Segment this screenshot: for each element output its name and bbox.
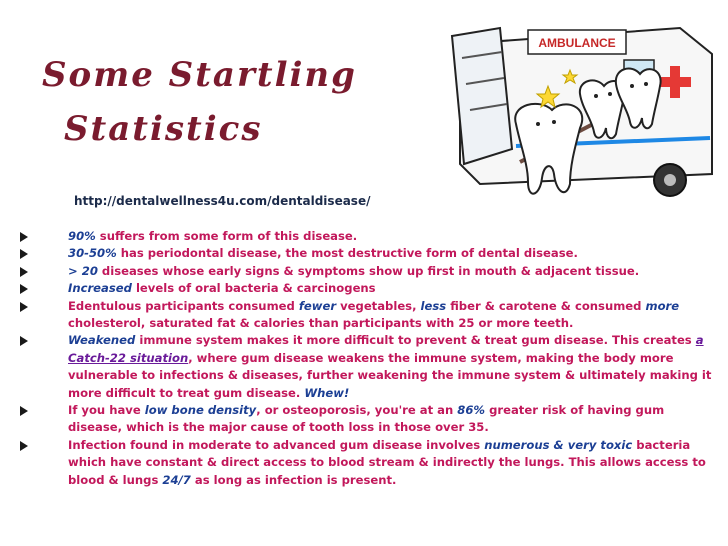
bullet-text-segment: 86% (457, 403, 486, 418)
bullet-text-segment: Infection found in moderate to advanced gum disease involves (68, 437, 485, 452)
list-item (20, 437, 716, 489)
bullet-text-segment: > 20 (68, 263, 102, 278)
arrow-bullet-icon (20, 267, 28, 277)
catch-22-link[interactable]: a Catch-22 situation (68, 333, 704, 365)
bullet-text-segment: numerous & very toxic (484, 437, 633, 452)
list-item (20, 228, 716, 245)
bullet-text-segment: Edentulous participants consumed (68, 298, 299, 313)
ambulance-sign: AMBULANCE (538, 36, 616, 50)
arrow-bullet-icon (20, 249, 28, 259)
bullet-text-segment: more (645, 298, 680, 313)
bullet-text-segment: , where gum disease weakens the immune system, making the body more vulnerable to infections & diseases, further weakening the immune system & ultimately making it more difficult to treat gum disease. (68, 350, 712, 400)
bullet-text-segment: , or osteoporosis, you're at an (256, 403, 458, 418)
title-line-2: Statistics (64, 109, 263, 149)
bullet-text-segment: greater risk of having gum disease, which is the major cause of tooth loss in those over 35. (68, 403, 665, 435)
bullet-text-segment: fewer (298, 298, 337, 313)
bullet-text-segment: immune system makes it more difficult to prevent & treat gum disease. This creates (135, 333, 696, 348)
list-item (20, 332, 716, 402)
bullet-text-segment: fiber & carotene & consumed (446, 298, 646, 313)
bullet-text-segment: 30-50% (68, 246, 117, 261)
bullet-text-segment: has periodontal disease, the most destructive form of dental disease. (116, 246, 578, 261)
bullet-text-segment: low bone density (144, 403, 257, 418)
source-url: http://dentalwellness4u.com/dentaldisease/ (74, 194, 371, 208)
bullet-text-segment: Increased (68, 281, 132, 296)
list-item (20, 402, 716, 437)
ambulance-cartoon-illustration (420, 14, 718, 214)
bullet-text-segment: suffers from some form of this disease. (99, 229, 358, 243)
list-item (20, 245, 716, 262)
bullet-text-segment: as long as infection is present. (190, 472, 397, 487)
bullet-text-segment: less (420, 298, 447, 313)
bullet-text-segment: Weakened (68, 333, 136, 348)
list-item (20, 263, 716, 280)
bullet-text-segment: bacteria which have constant & direct access to blood stream & indirectly the lungs. This allows access to blood & lungs (68, 437, 706, 487)
list-item (20, 298, 716, 333)
bullet-text-segment: vegetables, (336, 298, 421, 313)
statistics-bullet-list (20, 228, 716, 489)
arrow-bullet-icon (20, 406, 28, 416)
arrow-bullet-icon (20, 232, 28, 242)
bullet-text-segment: cholesterol, saturated fat & calories than participants with 25 or more teeth. (68, 316, 574, 331)
page-title (42, 48, 422, 156)
bullet-text-segment: Whew! (304, 385, 350, 400)
bullet-text-segment: 24/7 (162, 472, 191, 487)
bullet-text-segment: 90% (68, 229, 100, 243)
bullet-text-segment: diseases whose early signs & symptoms show up first in mouth & adjacent tissue. (101, 263, 640, 278)
list-item (20, 280, 716, 297)
bullet-text-segment: If you have (68, 403, 145, 418)
title-line-1: Some Startling (42, 55, 357, 95)
arrow-bullet-icon (20, 302, 28, 312)
arrow-bullet-icon (20, 336, 28, 346)
bullet-text-segment: levels of oral bacteria & carcinogens (131, 281, 376, 296)
arrow-bullet-icon (20, 441, 28, 451)
arrow-bullet-icon (20, 284, 28, 294)
